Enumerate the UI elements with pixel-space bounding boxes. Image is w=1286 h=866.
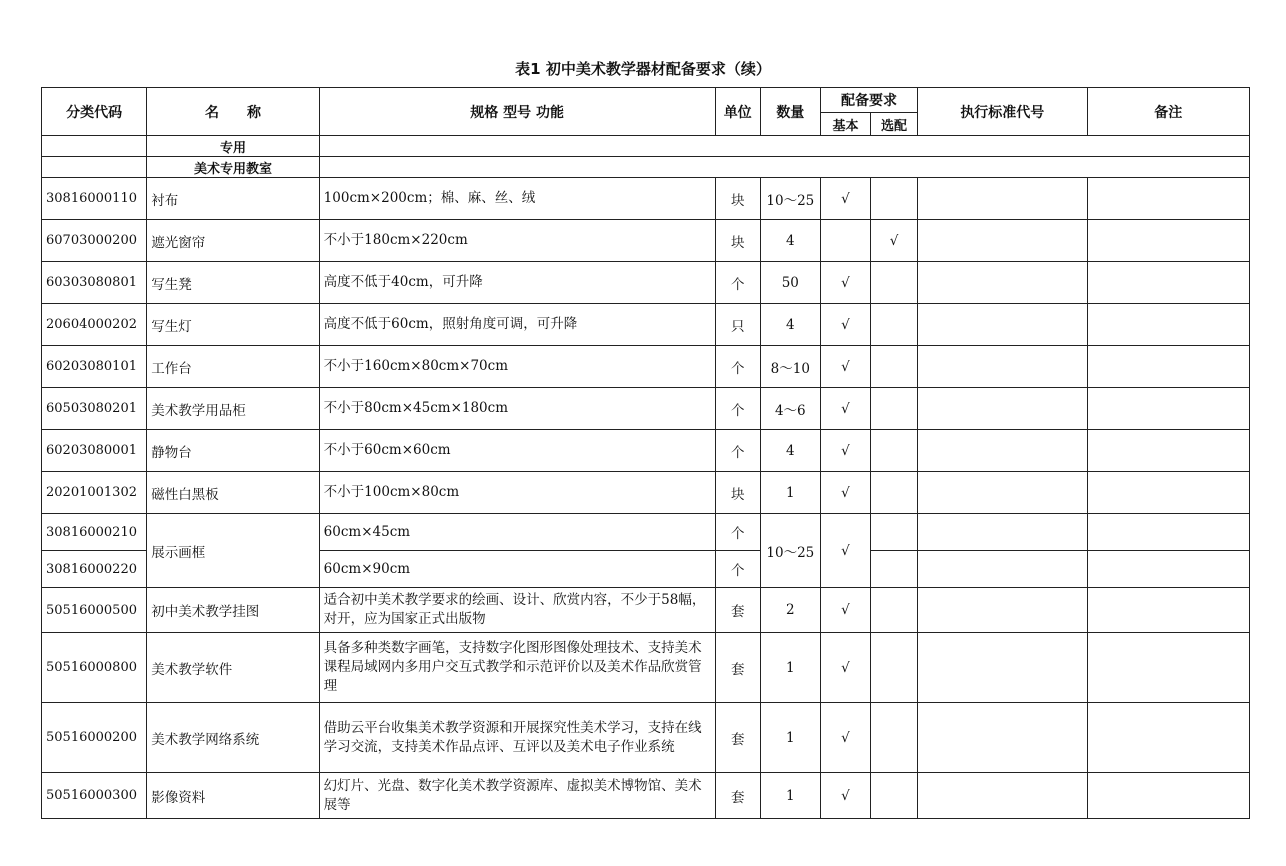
- cell-name: 静物台: [147, 430, 319, 472]
- cell-unit: 个: [715, 551, 760, 588]
- cell-optional: [871, 773, 918, 819]
- cell-standard: [918, 773, 1087, 819]
- header-standard: 执行标准代号: [918, 88, 1087, 136]
- cell-optional: [871, 346, 918, 388]
- header-unit: 单位: [715, 88, 760, 136]
- cell-name: 写生灯: [147, 304, 319, 346]
- cell-code: 30816000220: [42, 551, 147, 588]
- cell-spec: 具备多种类数字画笔，支持数字化图形图像处理技术、支持美术课程局域网内多用户交互式教学和示范评价以及美术作品欣赏管理: [319, 633, 715, 703]
- table-row: [42, 633, 1250, 703]
- cell-qty: 10～25: [760, 178, 820, 220]
- cell-code: 20604000202: [42, 304, 147, 346]
- cell-basic: √: [820, 430, 870, 472]
- cell-qty: 1: [760, 472, 820, 514]
- table-row: [42, 388, 1250, 430]
- cell-standard: [918, 346, 1087, 388]
- cell-optional: [871, 472, 918, 514]
- cell-qty: 50: [760, 262, 820, 304]
- cell-qty: 1: [760, 773, 820, 819]
- cell-standard: [918, 430, 1087, 472]
- cell-code: 50516000800: [42, 633, 147, 703]
- cell-optional: [871, 178, 918, 220]
- cell-qty: 2: [760, 588, 820, 633]
- equipment-table: [41, 87, 1250, 819]
- cell-optional: [871, 304, 918, 346]
- cell-name: 影像资料: [147, 773, 319, 819]
- cell-spec: 不小于80cm×45cm×180cm: [319, 388, 715, 430]
- section-special: 专用: [147, 136, 319, 157]
- cell-note: [1087, 178, 1249, 220]
- table-row: [42, 703, 1250, 773]
- cell-spec: 100cm×200cm；棉、麻、丝、绒: [319, 178, 715, 220]
- cell-optional: [871, 388, 918, 430]
- cell-note: [1087, 633, 1249, 703]
- cell-note: [1087, 430, 1249, 472]
- section-row: [42, 157, 1250, 178]
- cell-spec: 高度不低于40cm，可升降: [319, 262, 715, 304]
- cell-note: [1087, 588, 1249, 633]
- cell-optional: [871, 588, 918, 633]
- cell-code: 30816000210: [42, 514, 147, 551]
- cell-basic: √: [820, 773, 870, 819]
- cell-basic: √: [820, 262, 870, 304]
- cell-basic: [820, 220, 870, 262]
- cell-code: 20201001302: [42, 472, 147, 514]
- cell-name: 展示画框: [147, 514, 319, 588]
- cell-code: 50516000200: [42, 703, 147, 773]
- cell-unit: 套: [715, 773, 760, 819]
- cell-optional: [871, 430, 918, 472]
- cell-optional: [871, 633, 918, 703]
- cell-code: 60503080201: [42, 388, 147, 430]
- cell-qty: 4: [760, 430, 820, 472]
- header-optional: 选配: [871, 113, 918, 136]
- cell-basic: √: [820, 703, 870, 773]
- cell-basic: √: [820, 588, 870, 633]
- cell-unit: 块: [715, 178, 760, 220]
- cell-name: 衬布: [147, 178, 319, 220]
- cell-unit: 个: [715, 262, 760, 304]
- cell-code: 50516000300: [42, 773, 147, 819]
- table-row: [42, 472, 1250, 514]
- cell-code: 50516000500: [42, 588, 147, 633]
- cell-note: [1087, 472, 1249, 514]
- cell-name: 美术教学网络系统: [147, 703, 319, 773]
- cell-name: 磁性白黑板: [147, 472, 319, 514]
- table-row: [42, 220, 1250, 262]
- table-row: [42, 588, 1250, 633]
- cell-unit: 块: [715, 220, 760, 262]
- table-row: [42, 178, 1250, 220]
- header-spec: 规格 型号 功能: [319, 88, 715, 136]
- cell-unit: 套: [715, 633, 760, 703]
- cell-basic: √: [820, 633, 870, 703]
- cell-standard: [918, 551, 1087, 588]
- table-row: [42, 304, 1250, 346]
- cell-optional: [871, 551, 918, 588]
- cell-qty: 4: [760, 304, 820, 346]
- header-qty: 数量: [760, 88, 820, 136]
- cell-name: 遮光窗帘: [147, 220, 319, 262]
- cell-note: [1087, 346, 1249, 388]
- cell-note: [1087, 773, 1249, 819]
- cell-unit: 只: [715, 304, 760, 346]
- table-row: [42, 773, 1250, 819]
- cell-name: 美术教学用品柜: [147, 388, 319, 430]
- cell-basic: √: [820, 514, 870, 588]
- cell-note: [1087, 304, 1249, 346]
- cell-unit: 套: [715, 588, 760, 633]
- cell-name: 写生凳: [147, 262, 319, 304]
- cell-qty: 8～10: [760, 346, 820, 388]
- cell-name: 初中美术教学挂图: [147, 588, 319, 633]
- header-config: 配备要求: [820, 88, 917, 113]
- cell-standard: [918, 514, 1087, 551]
- cell-unit: 个: [715, 430, 760, 472]
- cell-name: 工作台: [147, 346, 319, 388]
- table-row: [42, 346, 1250, 388]
- cell-note: [1087, 514, 1249, 551]
- cell-unit: 个: [715, 388, 760, 430]
- header-note: 备注: [1087, 88, 1249, 136]
- cell-note: [1087, 551, 1249, 588]
- cell-spec: 适合初中美术教学要求的绘画、设计、欣赏内容，不少于58幅，对开，应为国家正式出版物: [319, 588, 715, 633]
- cell-optional: √: [871, 220, 918, 262]
- cell-standard: [918, 588, 1087, 633]
- cell-spec: 不小于180cm×220cm: [319, 220, 715, 262]
- cell-spec: 不小于60cm×60cm: [319, 430, 715, 472]
- cell-standard: [918, 220, 1087, 262]
- header-name: 名 称: [147, 88, 319, 136]
- section-room: 美术专用教室: [147, 157, 319, 178]
- table-row: [42, 430, 1250, 472]
- cell-spec: 不小于160cm×80cm×70cm: [319, 346, 715, 388]
- header-basic: 基本: [820, 113, 870, 136]
- cell-spec: 幻灯片、光盘、数字化美术教学资源库、虚拟美术博物馆、美术展等: [319, 773, 715, 819]
- cell-standard: [918, 262, 1087, 304]
- table-row: [42, 262, 1250, 304]
- table-row: [42, 514, 1250, 551]
- cell-unit: 套: [715, 703, 760, 773]
- cell-unit: 块: [715, 472, 760, 514]
- cell-unit: 个: [715, 346, 760, 388]
- cell-standard: [918, 703, 1087, 773]
- table-title: 表1 初中美术教学器材配备要求（续）: [515, 60, 771, 78]
- cell-qty: 10～25: [760, 514, 820, 588]
- cell-spec: 高度不低于60cm，照射角度可调，可升降: [319, 304, 715, 346]
- cell-note: [1087, 262, 1249, 304]
- cell-standard: [918, 472, 1087, 514]
- cell-standard: [918, 304, 1087, 346]
- cell-basic: √: [820, 178, 870, 220]
- cell-basic: √: [820, 346, 870, 388]
- cell-optional: [871, 514, 918, 551]
- cell-qty: 4～6: [760, 388, 820, 430]
- cell-basic: √: [820, 304, 870, 346]
- cell-note: [1087, 388, 1249, 430]
- cell-note: [1087, 703, 1249, 773]
- cell-spec: 借助云平台收集美术教学资源和开展探究性美术学习，支持在线学习交流，支持美术作品点评、互评以及美术电子作业系统: [319, 703, 715, 773]
- cell-basic: √: [820, 472, 870, 514]
- cell-code: 60303080801: [42, 262, 147, 304]
- cell-basic: √: [820, 388, 870, 430]
- cell-qty: 1: [760, 633, 820, 703]
- cell-note: [1087, 220, 1249, 262]
- cell-optional: [871, 262, 918, 304]
- cell-spec: 60cm×90cm: [319, 551, 715, 588]
- cell-code: 60203080001: [42, 430, 147, 472]
- cell-code: 60203080101: [42, 346, 147, 388]
- cell-code: 30816000110: [42, 178, 147, 220]
- cell-unit: 个: [715, 514, 760, 551]
- cell-qty: 4: [760, 220, 820, 262]
- cell-spec: 60cm×45cm: [319, 514, 715, 551]
- section-row: [42, 136, 1250, 157]
- cell-standard: [918, 178, 1087, 220]
- cell-qty: 1: [760, 703, 820, 773]
- cell-code: 60703000200: [42, 220, 147, 262]
- cell-standard: [918, 388, 1087, 430]
- cell-spec: 不小于100cm×80cm: [319, 472, 715, 514]
- header-code: 分类代码: [42, 88, 147, 136]
- cell-name: 美术教学软件: [147, 633, 319, 703]
- cell-standard: [918, 633, 1087, 703]
- cell-optional: [871, 703, 918, 773]
